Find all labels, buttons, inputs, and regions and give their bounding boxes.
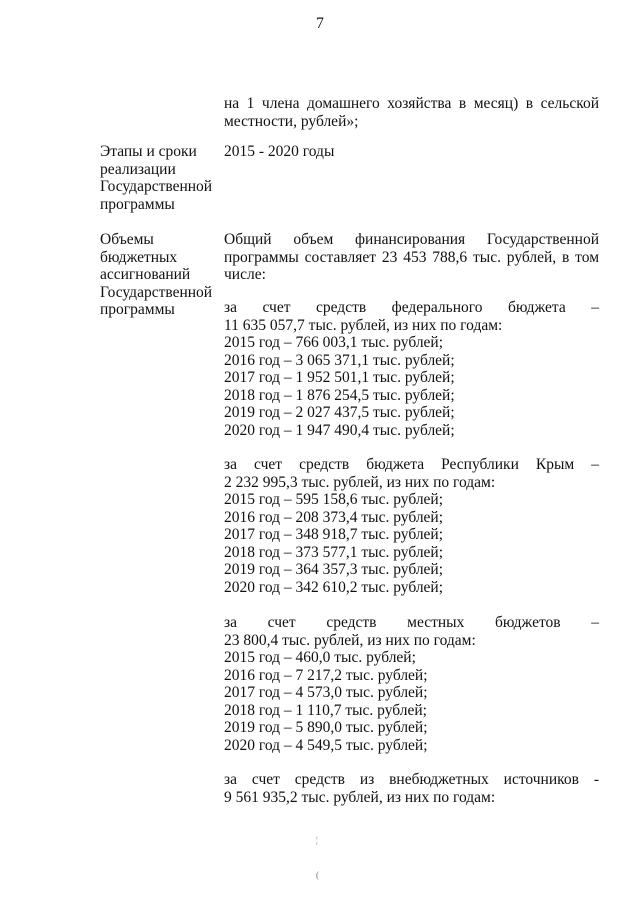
funding-label [100,231,220,319]
label-line: Государственной [100,283,213,301]
year-line: 2018 год – 1 876 254,5 тыс. рублей; [224,386,455,404]
year-line: 2020 год – 342 610,2 тыс. рублей; [224,578,444,596]
source-head: за счет средств местных бюджетов – [224,614,599,631]
funding-intro [224,231,599,284]
funding-source-local [224,614,599,754]
year-line: 2019 год – 364 357,3 тыс. рублей; [224,561,444,578]
funding-source-extrabudgetary [224,771,599,806]
year-line: 2017 год – 1 952 501,1 тыс. рублей; [224,369,455,386]
stages-period: 2015 - 2020 годы [224,143,335,160]
label-line: ассигнований [100,266,191,283]
year-line: 2020 год – 1 947 490,4 тыс. рублей; [224,421,455,439]
year-line: 2015 год – 595 158,6 тыс. рублей; [224,491,444,508]
intro-line: числе: [224,266,266,283]
label-line: бюджетных [100,248,178,266]
year-line: 2020 год – 4 549,5 тыс. рублей; [224,736,428,754]
source-head: за счет средств из внебюджетных источников - [224,771,599,788]
label-line: программы [100,301,175,318]
year-line: 2015 год – 460,0 тыс. рублей; [224,649,416,666]
label-line: реализации [100,160,176,178]
funding-source-crimea [224,456,599,596]
continuation-text [224,95,599,130]
source-total: 2 232 995,3 тыс. рублей, из них по годам: [224,473,496,491]
stages-label [100,143,220,213]
year-line: 2019 год – 2 027 437,5 тыс. рублей; [224,404,455,421]
year-line: 2016 год – 7 217,2 тыс. рублей; [224,666,428,684]
year-line: 2019 год – 5 890,0 тыс. рублей; [224,719,428,736]
year-line: 2015 год – 766 003,1 тыс. рублей; [224,334,444,351]
year-line: 2018 год – 373 577,1 тыс. рублей; [224,543,444,561]
continuation-line: на 1 члена домашнего хозяйства в месяц) в сельской [224,95,599,112]
scan-artifact: ¦ [316,835,318,845]
label-line: Объемы [100,231,154,248]
scan-artifact: ( [316,870,319,880]
stages-value [224,143,599,161]
continuation-line: местности, рублей»; [224,112,359,130]
source-total: 11 635 057,7 тыс. рублей, из них по годам: [224,316,503,334]
funding-source-federal [224,299,599,439]
source-total: 9 561 935,2 тыс. рублей, из них по годам: [224,788,496,806]
intro-line: программы составляет 23 453 788,6 тыс. рублей, в том [224,248,599,266]
year-line: 2017 год – 4 573,0 тыс. рублей; [224,684,428,701]
year-line: 2017 год – 348 918,7 тыс. рублей; [224,526,444,543]
year-line: 2016 год – 208 373,4 тыс. рублей; [224,508,444,526]
label-line: Этапы и сроки [100,143,197,160]
source-head: за счет средств федерального бюджета – [224,299,599,316]
label-line: Государственной [100,178,213,195]
page-number: 7 [316,15,324,32]
source-head: за счет средств бюджета Республики Крым – [224,456,599,473]
source-total: 23 800,4 тыс. рублей, из них по годам: [224,631,476,649]
year-line: 2016 год – 3 065 371,1 тыс. рублей; [224,351,455,369]
label-line: программы [100,195,175,213]
intro-line: Общий объем финансирования Государственной [224,231,599,248]
year-line: 2018 год – 1 110,7 тыс. рублей; [224,701,427,719]
